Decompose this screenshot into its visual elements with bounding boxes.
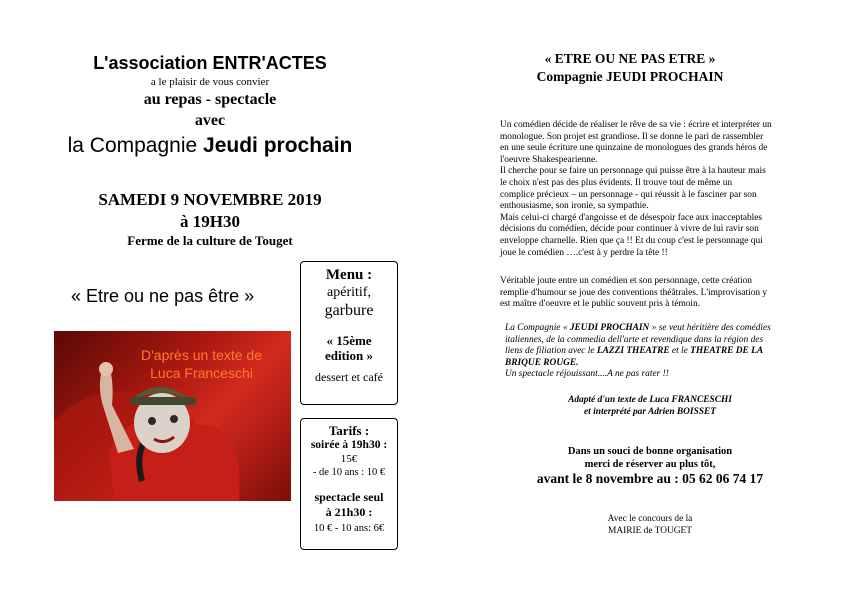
invitation-text: a le plaisir de vous convier bbox=[150, 76, 270, 88]
association-name: L'association ENTR'ACTES bbox=[93, 53, 327, 73]
credit-line2: et interprété par Adrien BOISSET bbox=[584, 406, 716, 417]
tarifs-title: Tarifs : bbox=[328, 423, 370, 438]
performer-photo bbox=[54, 331, 291, 501]
tarif-soiree: soirée à 19h30 : bbox=[310, 439, 388, 451]
theatre-brique-rouge: THEATRE DE LA bbox=[690, 346, 764, 357]
tarif-soiree-child: - de 10 ans : 10 € bbox=[312, 467, 386, 478]
company-text: et le bbox=[669, 346, 691, 357]
photo-caption-line2: Luca Franceschi bbox=[150, 365, 253, 381]
tarif-soiree-price: 15€ bbox=[340, 453, 358, 465]
tarif-spectacle-price: 10 € - 10 ans: 6€ bbox=[313, 523, 385, 534]
event-time: à 19H30 bbox=[180, 212, 240, 231]
reservation-phone: avant le 8 novembre au : 05 62 06 74 17 bbox=[536, 471, 764, 486]
with-text: avec bbox=[194, 112, 226, 129]
support-note bbox=[550, 514, 750, 537]
company-paragraph-line2: italiennes, de la commedia dell'arte et revendique dans la région des bbox=[505, 334, 764, 345]
company-prefix: la Compagnie bbox=[67, 134, 204, 157]
support-line1: Avec le concours de la bbox=[607, 514, 693, 524]
tarif-spectacle-line1: spectacle seul bbox=[314, 490, 384, 504]
company-text: liens de filiation avec le bbox=[505, 346, 597, 357]
company-name: Jeudi prochain bbox=[203, 134, 353, 157]
organisation-note bbox=[500, 445, 800, 471]
photo-caption-line1: D'après un texte de bbox=[141, 347, 262, 363]
menu-title: Menu : bbox=[325, 267, 373, 283]
company-paragraph bbox=[505, 323, 805, 381]
right-company: Compagnie JEUDI PROCHAIN bbox=[536, 69, 724, 84]
description-paragraph: Véritable joute entre un comédien et son personnage, cette création remplie d'humour se joue des conventions théâtrales. L'improvisation y est maître d'oeuvre et le public souvent pris à témoin. bbox=[500, 276, 768, 310]
company-text: » se veut héritière des comédies bbox=[649, 323, 771, 333]
menu-dessert: dessert et café bbox=[315, 370, 383, 384]
menu-edition-line1: « 15ème bbox=[326, 333, 372, 348]
company-paragraph-line3 bbox=[505, 346, 805, 358]
menu-garbure: garbure bbox=[324, 302, 374, 319]
company-text-bold: JEUDI PROCHAIN bbox=[569, 323, 650, 333]
synopsis-paragraph: Un comédien décide de réaliser le rêve de sa vie : écrire et interpréter un monologue. Son projet est grandiose. Il se donne le pari de rassembler en une seule écriture une quinzaine de monologues des grands héros de l'oeuvre Shakespearienne. Il cherche pour se faire un personnage qui puisse être à la hauteur mais le choix n'est pas des plus évidents. Il trouve tout de même un complice précieux – un personnage - qui réussit à le fasciner par son enthousiasme, son ironie, sa sympathie. Mais celui-ci chargé d'angoisse et de désespoir face aux inacceptables décisions du comédien, décide pour continuer à vivre de lui ravir son enveloppe charnelle. Rien que ça !! Et du coup c'est le personnage qui joue le comédien ….c'est à y perdre la tête !! bbox=[500, 120, 772, 258]
right-title: « ETRE OU NE PAS ETRE » bbox=[544, 51, 716, 66]
event-venue: Ferme de la culture de Touget bbox=[127, 233, 293, 248]
tarifs-box bbox=[300, 418, 398, 550]
company-paragraph-line1 bbox=[505, 323, 805, 335]
show-title: « Etre ou ne pas être » bbox=[71, 286, 255, 306]
menu-box bbox=[300, 261, 398, 405]
photo-caption bbox=[114, 346, 289, 382]
event-type: au repas - spectacle bbox=[143, 91, 277, 108]
company-line bbox=[40, 134, 380, 158]
lazzi-theatre: LAZZI THEATRE bbox=[596, 346, 670, 357]
organisation-line1: Dans un souci de bonne organisation bbox=[567, 446, 733, 457]
menu-edition-line2: edition » bbox=[324, 348, 374, 363]
company-paragraph-line4: BRIQUE ROUGE. bbox=[505, 357, 579, 368]
company-paragraph-line5: Un spectacle réjouissant....A ne pas rater !! bbox=[505, 369, 669, 380]
credit-line1: Adapté d'un texte de Luca FRANCESCHI bbox=[568, 395, 732, 405]
company-text: La Compagnie « bbox=[505, 323, 570, 333]
menu-aperitif: apéritif, bbox=[327, 285, 371, 300]
tarif-spectacle-line2: à 21h30 : bbox=[325, 505, 373, 519]
support-line2: MAIRIE de TOUGET bbox=[607, 525, 693, 536]
credits bbox=[500, 395, 800, 418]
event-date: SAMEDI 9 NOVEMBRE 2019 bbox=[98, 190, 322, 209]
organisation-line2: merci de réserver au plus tôt, bbox=[584, 459, 716, 470]
